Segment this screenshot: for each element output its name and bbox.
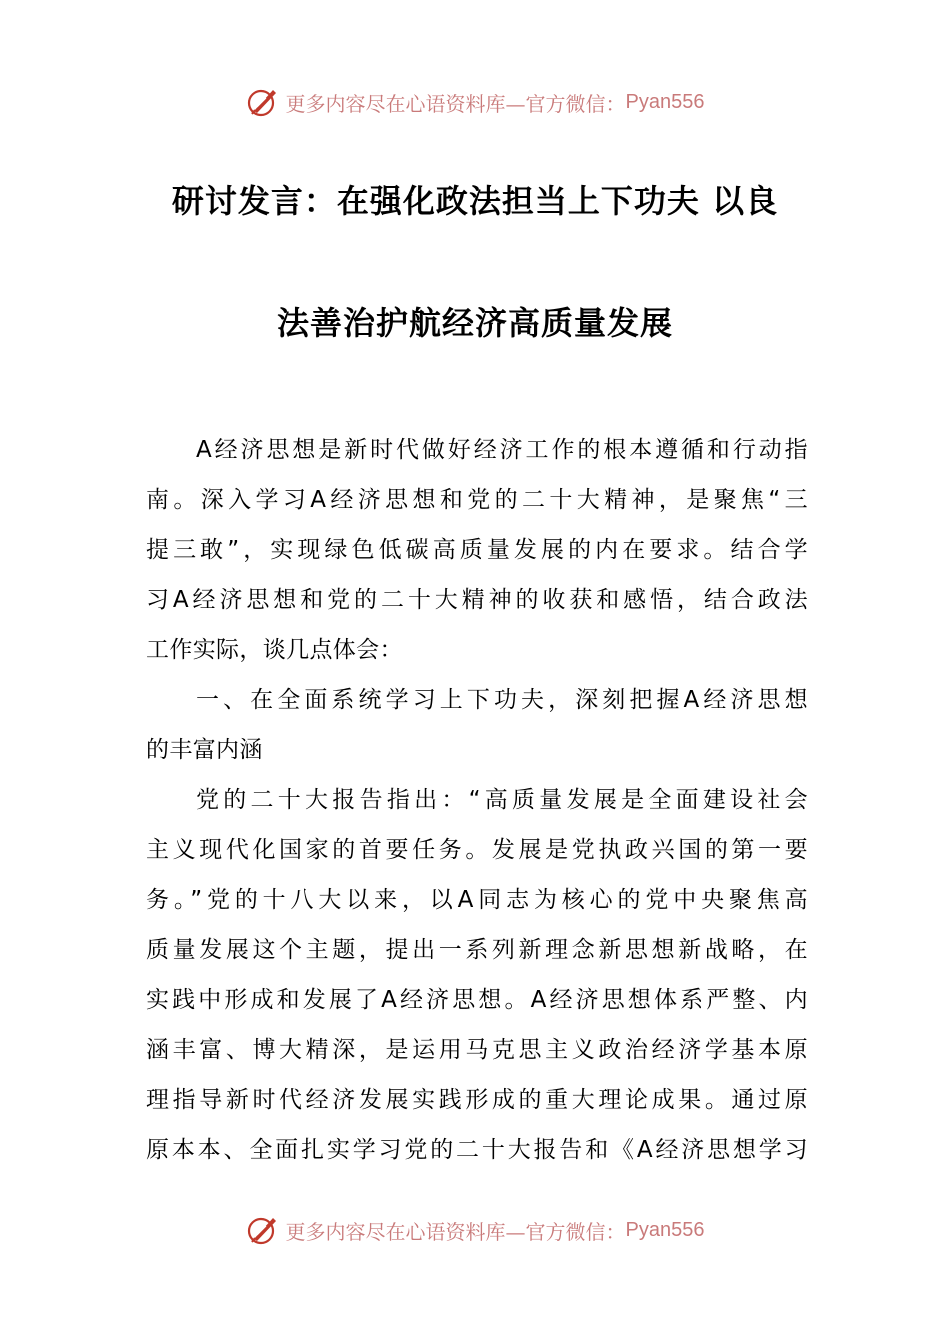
paragraph-line: 提三敢”，实现绿色低碳高质量发展的内在要求。结合学 <box>146 537 808 563</box>
paragraph-line: 实践中形成和发展了A经济思想。A经济思想体系严整、内 <box>146 987 808 1013</box>
section-heading-line: 一、在全面系统学习上下功夫，深刻把握A经济思想 <box>196 687 808 713</box>
watermark-text: 更多内容尽在心语资料库—官方微信： <box>285 1219 626 1244</box>
watermark-text: 更多内容尽在心语资料库—官方微信： <box>285 91 626 116</box>
paragraph-line: 质量发展这个主题，提出一系列新理念新思想新战略，在 <box>146 937 808 963</box>
quill-logo-icon <box>246 1213 280 1247</box>
watermark-header <box>0 82 950 122</box>
paragraph-line: 主义现代化国家的首要任务。发展是党执政兴国的第一要 <box>146 837 808 863</box>
paragraph-line: 理指导新时代经济发展实践形成的重大理论成果。通过原 <box>146 1087 808 1113</box>
paragraph-line: 务。”党的十八大以来，以A同志为核心的党中央聚焦高 <box>146 887 808 913</box>
section-heading-line: 的丰富内涵 <box>146 737 263 763</box>
watermark-wechat-id: Pyan556 <box>625 1218 705 1241</box>
paragraph-line: A经济思想是新时代做好经济工作的根本遵循和行动指 <box>196 437 808 463</box>
paragraph-line: 习A经济思想和党的二十大精神的收获和感悟，结合政法 <box>146 587 808 613</box>
page-title-line-2: 法善治护航经济高质量发展 <box>276 304 673 342</box>
body-text <box>146 425 808 1165</box>
paragraph-line: 涵丰富、博大精深，是运用马克思主义政治经济学基本原 <box>146 1037 808 1063</box>
page-title-line-1: 研讨发言：在强化政法担当上下功夫 以良 <box>171 182 779 220</box>
paragraph-line: 工作实际，谈几点体会： <box>146 637 403 663</box>
paragraph-line: 南。深入学习A经济思想和党的二十大精神，是聚焦“三 <box>146 487 808 513</box>
paragraph-line: 原本本、全面扎实学习党的二十大报告和《A经济思想学习 <box>146 1137 808 1163</box>
paragraph-line: 党的二十大报告指出：“高质量发展是全面建设社会 <box>196 787 808 813</box>
quill-logo-icon <box>246 85 280 119</box>
watermark-wechat-id: Pyan556 <box>625 90 705 113</box>
watermark-footer <box>0 1210 950 1250</box>
